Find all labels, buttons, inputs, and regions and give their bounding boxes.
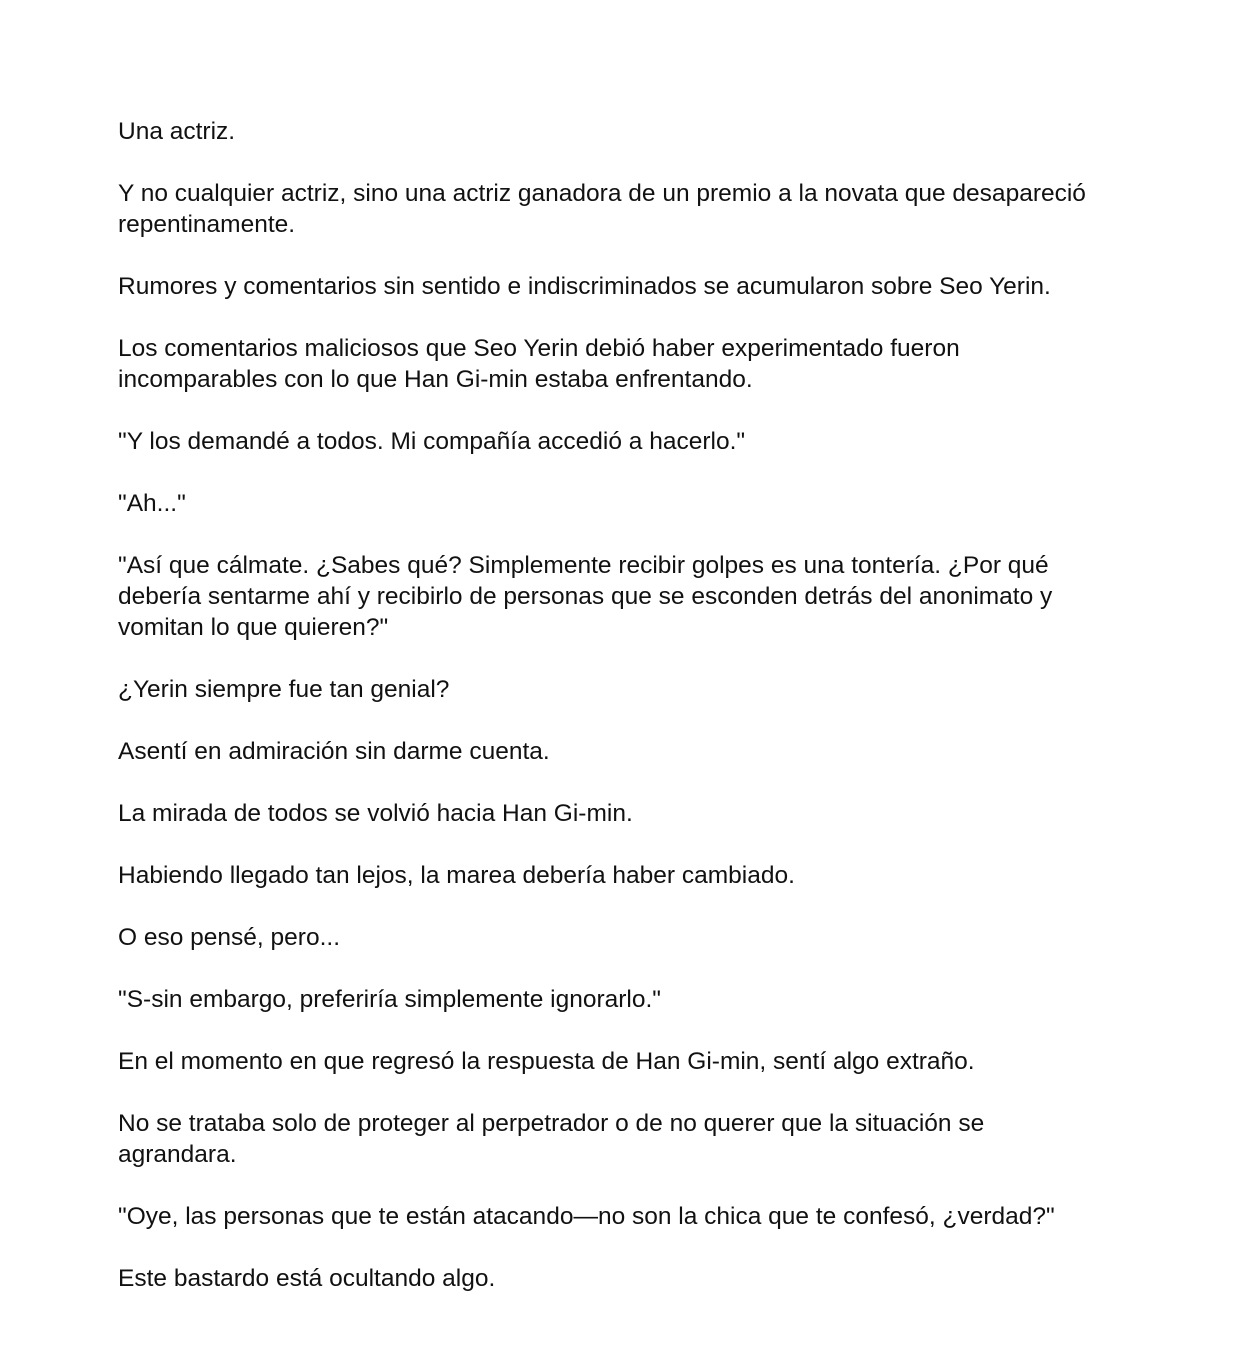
paragraph: Los comentarios maliciosos que Seo Yerin debió haber experimentado fueron incomparables con lo que Han Gi-min estaba enfrentando. bbox=[118, 335, 960, 393]
paragraph: No se trataba solo de proteger al perpetrador o de no querer que la situación se agrandara. bbox=[118, 1110, 985, 1168]
paragraph: La mirada de todos se volvió hacia Han Gi-min. bbox=[118, 800, 633, 827]
paragraph: "Así que cálmate. ¿Sabes qué? Simplemente recibir golpes es una tontería. ¿Por qué debería sentarme ahí y recibirlo de personas que se esconden detrás del anonimato y vomitan lo que quieren?" bbox=[118, 552, 1053, 641]
paragraph: Habiendo llegado tan lejos, la marea debería haber cambiado. bbox=[118, 862, 795, 889]
paragraph: En el momento en que regresó la respuesta de Han Gi-min, sentí algo extraño. bbox=[118, 1048, 975, 1075]
paragraph: Este bastardo está ocultando algo. bbox=[118, 1265, 496, 1292]
paragraph: Una actriz. bbox=[118, 118, 236, 145]
document-body bbox=[118, 116, 1108, 1325]
paragraph: "Oye, las personas que te están atacando—no son la chica que te confesó, ¿verdad?" bbox=[118, 1203, 1055, 1230]
paragraph: Rumores y comentarios sin sentido e indiscriminados se acumularon sobre Seo Yerin. bbox=[118, 273, 1051, 300]
paragraph: Y no cualquier actriz, sino una actriz ganadora de un premio a la novata que desapareció repentinamente. bbox=[118, 180, 1086, 238]
paragraph: Asentí en admiración sin darme cuenta. bbox=[118, 738, 550, 765]
paragraph: "Y los demandé a todos. Mi compañía accedió a hacerlo." bbox=[118, 428, 746, 455]
paragraph: ¿Yerin siempre fue tan genial? bbox=[118, 676, 450, 703]
paragraph: "Ah..." bbox=[118, 490, 186, 517]
paragraph: "S-sin embargo, preferiría simplemente ignorarlo." bbox=[118, 986, 662, 1013]
paragraph: O eso pensé, pero... bbox=[118, 924, 340, 951]
